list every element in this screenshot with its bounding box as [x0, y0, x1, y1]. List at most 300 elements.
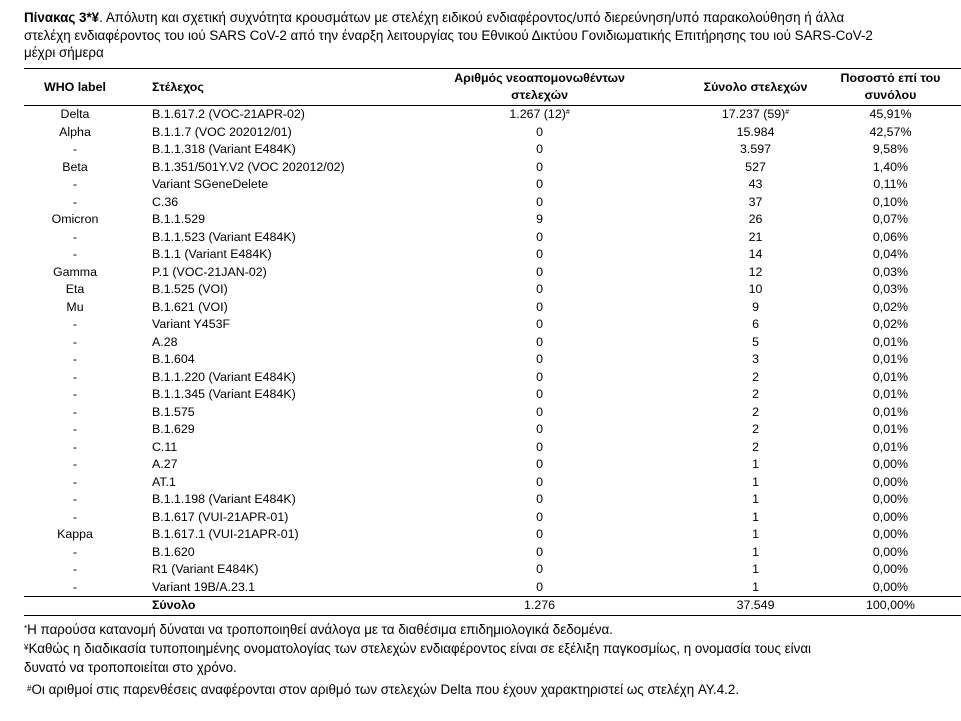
table-row [24, 211, 961, 229]
cell-new-isolated [388, 299, 691, 317]
cell-percent-value: 0,04% [872, 247, 909, 261]
cell-new-isolated [388, 281, 691, 299]
cell-new-isolated-value: 0 [536, 509, 543, 524]
cell-strain-value: B.1.1.198 (Variant E484K) [151, 492, 296, 506]
cell-total-strains-value: 5 [752, 334, 759, 349]
table-row [24, 474, 961, 492]
total-total: 37.549 [736, 598, 775, 612]
cell-strain [126, 526, 388, 544]
cell-who-label [24, 194, 126, 212]
footnote-3 [27, 680, 957, 699]
cell-total-strains [691, 159, 820, 177]
cell-total-strains [691, 544, 820, 562]
table-row [24, 281, 961, 299]
header-percent: Ποσοστό επί του συνόλου [840, 71, 941, 102]
cell-who-label-value: Eta [65, 282, 85, 296]
cell-total-strains [691, 334, 820, 352]
cell-new-isolated-value: 0 [536, 527, 543, 541]
total-row [24, 597, 961, 616]
table-row [24, 509, 961, 527]
cell-who-label-value: - [72, 387, 78, 401]
cell-total-strains-value: 15.984 [736, 124, 775, 139]
cell-who-label [24, 421, 126, 439]
cell-total-strains [691, 211, 820, 229]
cell-strain [126, 246, 388, 264]
cell-total-strains [691, 124, 820, 142]
cell-who-label [24, 456, 126, 474]
cell-new-isolated [388, 124, 691, 142]
cell-new-isolated-value: 0 [536, 404, 543, 419]
cell-total-strains [691, 474, 820, 492]
cell-strain [126, 159, 388, 177]
cell-new-isolated-value: 0 [536, 282, 543, 296]
cell-total-strains [691, 456, 820, 474]
cell-new-isolated [388, 439, 691, 457]
cell-strain-value: B.1.617 (VUI-21APR-01) [151, 509, 289, 524]
cell-new-isolated [388, 176, 691, 194]
cell-who-label [24, 439, 126, 457]
strains-table [24, 68, 961, 616]
cell-who-label [24, 159, 126, 177]
cell-new-isolated [388, 386, 691, 404]
cell-new-isolated-value: 0 [536, 457, 543, 471]
cell-percent [820, 281, 961, 299]
cell-who-label-value: - [72, 544, 78, 559]
header-strain: Στέλεχος [151, 79, 204, 94]
cell-strain-value: B.1.621 (VOI) [151, 299, 228, 314]
cell-strain-value: B.1.617.2 (VOC-21APR-02) [151, 107, 305, 121]
cell-new-isolated-value: 0 [536, 194, 543, 209]
cell-strain-value: R1 (Variant E484K) [151, 562, 259, 576]
cell-total-strains-value: 26 [748, 212, 763, 226]
cell-strain [126, 281, 388, 299]
cell-strain [126, 351, 388, 369]
cell-percent-value: 9,58% [872, 142, 909, 156]
cell-percent [820, 194, 961, 212]
cell-total-strains [691, 421, 820, 439]
cell-total-strains-value: 1 [752, 509, 759, 524]
cell-strain [126, 491, 388, 509]
cell-percent-value: 45,91% [869, 107, 912, 121]
cell-strain-value: B.1.575 [151, 404, 195, 419]
table-caption [24, 9, 961, 62]
cell-who-label [24, 141, 126, 159]
table-row [24, 456, 961, 474]
header-new-isolated: Αριθμός νεοαπομονωθέντων στελεχών [454, 71, 625, 102]
cell-total-strains [691, 386, 820, 404]
cell-who-label [24, 264, 126, 282]
cell-total-strains-value: 2 [752, 369, 759, 384]
cell-who-label-value: - [72, 579, 78, 594]
cell-percent [820, 509, 961, 527]
cell-new-isolated [388, 229, 691, 247]
cell-who-label [24, 211, 126, 229]
cell-who-label-value: Beta [62, 159, 88, 174]
cell-new-isolated-value: 0 [536, 352, 543, 366]
cell-new-isolated-value: 0 [536, 299, 543, 314]
cell-strain-value: Variant SGeneDelete [151, 177, 269, 191]
cell-new-isolated [388, 456, 691, 474]
caption-line-3: μέχρι σήμερα [24, 45, 104, 61]
cell-strain-value: B.1.1.529 [151, 212, 206, 226]
cell-who-label [24, 474, 126, 492]
cell-percent-value: 0,02% [872, 299, 909, 314]
cell-total-strains-value: 9 [752, 299, 759, 314]
cell-who-label [24, 281, 126, 299]
cell-new-isolated-value: 0 [536, 579, 543, 594]
cell-strain [126, 369, 388, 387]
cell-new-isolated-value: 0 [536, 124, 543, 139]
cell-percent [820, 421, 961, 439]
cell-strain [126, 509, 388, 527]
cell-percent [820, 351, 961, 369]
cell-who-label-value: - [72, 509, 78, 524]
cell-total-strains [691, 509, 820, 527]
cell-total-strains-value: 3 [752, 352, 759, 366]
cell-percent-value: 0,00% [872, 544, 909, 559]
cell-strain [126, 404, 388, 422]
cell-percent [820, 141, 961, 159]
cell-percent [820, 474, 961, 492]
cell-who-label-value: - [72, 422, 78, 436]
footnote-1-text: Η παρούσα κατανομή δύναται να τροποποιηθεί ανάλογα με τα διαθέσιμα επιδημιολογικά δεδομένα. [27, 622, 613, 637]
cell-percent-value: 0,00% [872, 492, 909, 506]
cell-strain-value: B.1.604 [151, 352, 195, 366]
cell-who-label-value: - [72, 369, 78, 384]
cell-percent [820, 106, 961, 124]
cell-who-label-value: - [72, 439, 78, 454]
cell-strain-value: A.27 [151, 457, 178, 471]
table-row [24, 386, 961, 404]
cell-percent-value: 0,01% [872, 404, 909, 419]
cell-percent [820, 544, 961, 562]
table-row [24, 229, 961, 247]
cell-total-strains-value: 43 [748, 177, 763, 191]
cell-strain [126, 579, 388, 597]
cell-strain-value: B.1.525 (VOI) [151, 282, 228, 296]
cell-percent [820, 526, 961, 544]
table-row [24, 526, 961, 544]
cell-total-strains [691, 561, 820, 579]
cell-strain [126, 194, 388, 212]
caption-label: Πίνακας 3*¥ [24, 10, 100, 25]
table-row [24, 159, 961, 177]
cell-new-isolated-value: 0 [536, 229, 543, 244]
cell-strain [126, 316, 388, 334]
footnote-3-mark: # [27, 684, 32, 693]
cell-strain [126, 439, 388, 457]
table-row [24, 404, 961, 422]
footnote-1-mark: * [24, 624, 28, 633]
cell-new-isolated [388, 316, 691, 334]
cell-strain-value: B.1.1.220 (Variant E484K) [151, 369, 296, 384]
footnote-2 [24, 639, 954, 677]
cell-strain-value: B.1.617.1 (VUI-21APR-01) [151, 527, 299, 541]
cell-total-strains [691, 351, 820, 369]
cell-who-label-value: - [72, 334, 78, 349]
total-new: 1.276 [524, 598, 556, 612]
cell-total-strains-value: 2 [752, 422, 759, 436]
cell-who-label [24, 246, 126, 264]
cell-who-label-value: - [72, 247, 78, 261]
cell-total-strains-value: 1 [752, 527, 759, 541]
cell-strain [126, 456, 388, 474]
cell-percent-value: 0,03% [872, 282, 909, 296]
cell-strain-value: B.1.1.345 (Variant E484K) [151, 387, 296, 401]
cell-who-label [24, 106, 126, 124]
cell-new-isolated-value: 0 [536, 317, 543, 331]
cell-strain-value: B.1.1 (Variant E484K) [151, 247, 272, 261]
cell-total-strains [691, 579, 820, 597]
cell-percent-value: 0,01% [872, 422, 909, 436]
cell-strain [126, 141, 388, 159]
cell-percent [820, 439, 961, 457]
cell-percent-value: 42,57% [869, 124, 912, 139]
cell-strain-value: B.1.1.318 (Variant E484K) [151, 142, 296, 156]
cell-who-label [24, 491, 126, 509]
delta-ay42-mark: # [565, 109, 570, 116]
cell-new-isolated-value: 0 [536, 369, 543, 384]
table-row [24, 264, 961, 282]
cell-new-isolated-value: 0 [536, 142, 543, 156]
cell-percent-value: 0,07% [872, 212, 909, 226]
footnote-2-text-line-2: δυνατό να τροποποιείται στο χρόνο. [24, 660, 237, 675]
cell-total-strains [691, 404, 820, 422]
cell-total-strains [691, 526, 820, 544]
cell-who-label-value: - [72, 194, 78, 209]
cell-who-label [24, 509, 126, 527]
cell-new-isolated [388, 159, 691, 177]
cell-percent-value: 0,00% [872, 509, 909, 524]
cell-percent [820, 316, 961, 334]
cell-new-isolated [388, 421, 691, 439]
cell-strain [126, 421, 388, 439]
cell-total-strains [691, 439, 820, 457]
cell-total-strains-value: 2 [752, 404, 759, 419]
cell-percent-value: 0,06% [872, 229, 909, 244]
table-row [24, 316, 961, 334]
cell-total-strains [691, 491, 820, 509]
cell-who-label-value: - [72, 142, 78, 156]
cell-new-isolated [388, 194, 691, 212]
cell-percent-value: 0,03% [872, 264, 909, 279]
cell-new-isolated-value: 9 [536, 212, 543, 226]
cell-percent-value: 0,01% [872, 352, 909, 366]
cell-who-label [24, 561, 126, 579]
cell-percent-value: 0,02% [872, 317, 909, 331]
cell-total-strains-value: 1 [752, 474, 759, 489]
cell-total-strains-value: 1 [752, 562, 759, 576]
cell-total-strains-value: 6 [752, 317, 759, 331]
table-row [24, 124, 961, 142]
cell-percent-value: 0,00% [872, 579, 909, 594]
cell-new-isolated-value: 0 [536, 422, 543, 436]
cell-new-isolated [388, 141, 691, 159]
cell-strain-value: C.36 [151, 194, 179, 209]
cell-new-isolated-value: 0 [536, 474, 543, 489]
cell-who-label-value: - [72, 404, 78, 419]
cell-percent [820, 264, 961, 282]
cell-who-label [24, 316, 126, 334]
cell-percent [820, 456, 961, 474]
cell-who-label-value: - [72, 317, 78, 331]
cell-new-isolated [388, 579, 691, 597]
cell-new-isolated-value: 0 [536, 264, 543, 279]
cell-who-label-value: - [72, 562, 78, 576]
table-row [24, 421, 961, 439]
cell-strain [126, 474, 388, 492]
cell-total-strains [691, 229, 820, 247]
cell-percent-value: 0,01% [872, 387, 909, 401]
header-who-label: WHO label [44, 79, 106, 94]
cell-new-isolated [388, 264, 691, 282]
table-row [24, 106, 961, 124]
cell-total-strains-value: 37 [748, 194, 763, 209]
cell-percent-value: 0,00% [872, 527, 909, 541]
cell-strain-value: B.1.1.523 (Variant E484K) [151, 229, 296, 244]
cell-percent [820, 124, 961, 142]
cell-strain-value: A.28 [151, 334, 178, 349]
cell-total-strains [691, 369, 820, 387]
cell-new-isolated-value: 0 [536, 544, 543, 559]
cell-percent-value: 0,01% [872, 369, 909, 384]
cell-strain [126, 386, 388, 404]
table-row [24, 561, 961, 579]
table-body [24, 106, 961, 597]
cell-strain-value: B.1.629 [151, 422, 195, 436]
cell-who-label [24, 404, 126, 422]
delta-ay42-mark: # [785, 109, 790, 116]
total-label: Σύνολο [151, 598, 196, 612]
cell-who-label [24, 579, 126, 597]
cell-percent [820, 246, 961, 264]
cell-percent-value: 0,00% [872, 474, 909, 489]
table-row [24, 141, 961, 159]
cell-total-strains-value: 1 [752, 544, 759, 559]
cell-total-strains-value: 17.237 (59) [721, 107, 786, 121]
cell-total-strains-value: 1 [752, 492, 759, 506]
cell-who-label-value: - [72, 457, 78, 471]
cell-percent-value: 0,11% [873, 177, 908, 191]
cell-strain [126, 544, 388, 562]
cell-strain-value: AT.1 [151, 474, 176, 489]
cell-who-label-value: - [72, 474, 78, 489]
table-row [24, 491, 961, 509]
cell-percent [820, 369, 961, 387]
cell-total-strains-value: 527 [745, 159, 766, 174]
table-row [24, 351, 961, 369]
cell-strain [126, 334, 388, 352]
cell-new-isolated [388, 544, 691, 562]
table-row [24, 299, 961, 317]
table-row [24, 176, 961, 194]
cell-new-isolated-value: 0 [536, 439, 543, 454]
header-total-strains: Σύνολο στελεχών [703, 79, 808, 94]
cell-who-label [24, 124, 126, 142]
cell-strain-value: B.1.620 [151, 544, 195, 559]
cell-new-isolated [388, 246, 691, 264]
cell-total-strains [691, 264, 820, 282]
cell-percent [820, 491, 961, 509]
table-header-row [24, 69, 961, 106]
cell-who-label-value: Omicron [51, 212, 99, 226]
cell-percent [820, 386, 961, 404]
cell-new-isolated [388, 526, 691, 544]
cell-new-isolated-value: 0 [536, 177, 543, 191]
table-row [24, 544, 961, 562]
cell-who-label [24, 526, 126, 544]
cell-percent [820, 404, 961, 422]
cell-who-label [24, 176, 126, 194]
cell-percent-value: 0,10% [872, 194, 909, 209]
cell-total-strains-value: 3.597 [740, 142, 772, 156]
cell-strain-value: B.1.1.7 (VOC 202012/01) [151, 124, 292, 139]
cell-total-strains [691, 316, 820, 334]
cell-strain-value: Variant Y453F [151, 317, 231, 331]
cell-percent [820, 561, 961, 579]
cell-who-label-value: - [72, 177, 78, 191]
cell-who-label-value: Kappa [57, 527, 93, 541]
cell-strain [126, 561, 388, 579]
cell-new-isolated [388, 351, 691, 369]
cell-percent-value: 1,40% [872, 159, 909, 174]
cell-who-label [24, 334, 126, 352]
cell-strain [126, 176, 388, 194]
cell-who-label [24, 369, 126, 387]
cell-new-isolated-value: 0 [536, 247, 543, 261]
table-row [24, 334, 961, 352]
cell-new-isolated [388, 474, 691, 492]
cell-new-isolated-value: 0 [536, 387, 543, 401]
cell-total-strains-value: 2 [752, 387, 759, 401]
cell-who-label-value: Mu [66, 299, 84, 314]
cell-new-isolated [388, 491, 691, 509]
cell-strain [126, 211, 388, 229]
cell-total-strains [691, 194, 820, 212]
cell-new-isolated-value: 0 [536, 492, 543, 506]
cell-percent [820, 229, 961, 247]
table-row [24, 246, 961, 264]
cell-who-label [24, 544, 126, 562]
cell-strain [126, 106, 388, 124]
cell-strain-value: Variant 19B/A.23.1 [151, 579, 256, 594]
cell-percent [820, 334, 961, 352]
cell-who-label-value: - [72, 492, 78, 506]
cell-new-isolated-value: 0 [536, 562, 543, 576]
cell-total-strains-value: 12 [748, 264, 763, 279]
cell-who-label-value: Alpha [59, 124, 91, 139]
cell-new-isolated-value: 1.267 (12) [509, 107, 566, 121]
table-row [24, 439, 961, 457]
cell-new-isolated [388, 509, 691, 527]
footnote-2-mark: ¥ [24, 643, 29, 652]
cell-percent [820, 211, 961, 229]
cell-total-strains [691, 176, 820, 194]
cell-new-isolated [388, 106, 691, 124]
cell-total-strains [691, 281, 820, 299]
cell-percent-value: 0,00% [872, 562, 909, 576]
cell-who-label [24, 229, 126, 247]
cell-who-label [24, 351, 126, 369]
cell-percent-value: 0,01% [872, 439, 909, 454]
cell-total-strains-value: 2 [752, 439, 759, 454]
cell-total-strains [691, 141, 820, 159]
cell-who-label [24, 386, 126, 404]
cell-who-label-value: - [72, 352, 78, 366]
cell-percent [820, 159, 961, 177]
cell-total-strains-value: 1 [752, 579, 759, 594]
cell-total-strains [691, 299, 820, 317]
